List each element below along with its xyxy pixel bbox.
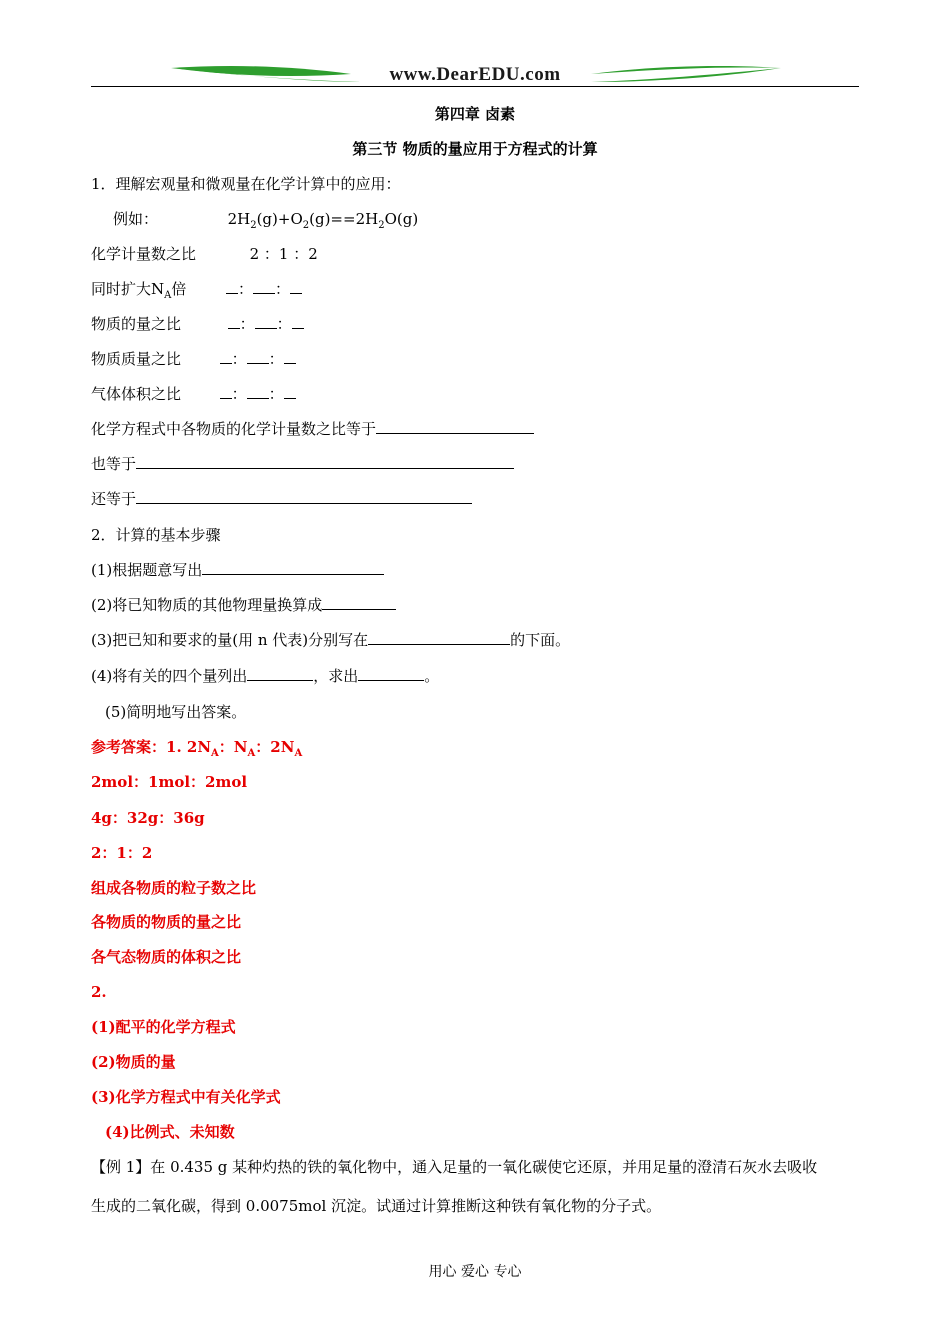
blank-field[interactable] [247,384,269,399]
step-1: (1)根据题意写出 [91,560,384,580]
blank-field[interactable] [284,384,296,399]
blank-field[interactable] [292,314,304,329]
row-value: 2 ：1 ：2 [249,245,318,263]
blank-field[interactable] [220,384,232,399]
example1-line-1: 【例 1】在 0.435 g 某种灼热的铁的氧化物中，通入足量的一氧化碳使它还原，并用足量的澄清石灰水去吸收 [91,1158,818,1176]
blank-field[interactable] [253,279,275,294]
blank-field[interactable] [358,666,424,681]
ratio-row-na: 同时扩大$N_A$倍 ： ： [91,279,302,306]
part1-heading: 1．理解宏观量和微观量在化学计算中的应用： [91,175,401,193]
blank-field[interactable] [228,314,240,329]
row-label: 气体体积之比 [91,385,182,403]
answer-line-10: (2)物质的量 [91,1053,176,1071]
answer-line-12: (4)比例式、未知数 [105,1123,235,1141]
step-4: (4)将有关的四个量列出 ，求出 。 [91,667,440,685]
answer-line-5: 组成各物质的粒子数之比 [91,879,257,897]
logo-text: www.DearEDU.com [389,64,561,85]
header-rule [91,86,859,87]
step-3: (3)把已知和要求的量(用 n 代表)分别写在 的下面。 [91,631,571,649]
blank-field[interactable] [247,666,313,681]
ratio-row-coefficients [91,244,318,264]
blank-field[interactable] [202,560,384,575]
section-title: 第三节 物质的量应用于方程式的计算 [352,140,598,158]
answer-line-6: 各物质的物质的量之比 [91,913,242,931]
blank-field[interactable] [284,349,296,364]
ratio-row-moles: 物质的量之比 ： ： [91,314,304,334]
row-label: 物质质量之比 [91,350,182,368]
answer-line-3: 4g：32g：36g [91,809,205,827]
answer-line-2: 2mol：1mol：2mol [91,773,248,791]
answer-line-9: (1)配平的化学方程式 [91,1018,236,1036]
blank-field[interactable] [136,454,514,469]
answer-line-7: 各气态物质的体积之比 [91,948,242,966]
blank-field[interactable] [226,279,238,294]
ratio-row-mass: 物质质量之比 ： ： [91,349,296,369]
answer-line-4: 2：1：2 [91,844,153,862]
blank-field[interactable] [322,595,396,610]
blank-field[interactable] [255,314,277,329]
blank-field[interactable] [368,630,510,645]
step-2: (2)将已知物质的其他物理量换算成 [91,595,396,615]
example-label: 例如： [113,210,159,228]
ratio-row-volume: 气体体积之比 ： ： [91,384,296,404]
part2-heading: 2．计算的基本步骤 [91,526,221,544]
answer-line-11: (3)化学方程式中有关化学式 [91,1088,281,1106]
still-equal-line: 还等于 [91,489,472,509]
also-equal-line: 也等于 [91,454,514,474]
blank-field[interactable] [376,419,534,434]
chapter-title: 第四章 卤素 [434,105,516,123]
answer-line-1: 参考答案：1. $2N_A$：$N_A$：$2N_A$ [91,738,303,759]
answer-line-8: 2. [91,983,107,1001]
reaction-equation: $2H_2(g)+O_2(g)==2H_2O(g)$ [227,210,419,231]
blank-field[interactable] [247,349,269,364]
row-label: 同时扩大$N_A$倍 [91,280,187,301]
blank-field[interactable] [220,349,232,364]
row-label: 化学计量数之比 [91,245,197,263]
equal-to-line: 化学方程式中各物质的化学计量数之比等于 [91,419,534,439]
blank-field[interactable] [136,489,472,504]
step-5: (5)简明地写出答案。 [105,703,247,721]
blank-field[interactable] [290,279,302,294]
page-footer: 用心 爱心 专心 [428,1264,522,1280]
example1-line-2: 生成的二氧化碳，得到 0.0075mol 沉淀。试通过计算推断这种铁有氧化物的分子式。 [91,1197,662,1215]
row-label: 物质的量之比 [91,315,182,333]
example-line [113,209,418,236]
